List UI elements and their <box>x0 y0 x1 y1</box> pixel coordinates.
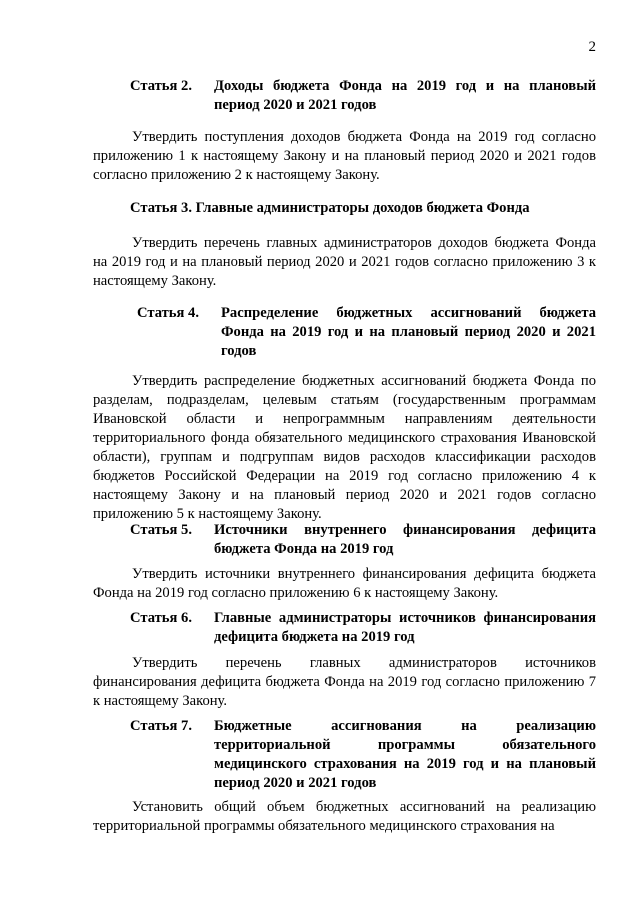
page-number: 2 <box>588 39 596 55</box>
article-2-title: Доходы бюджета Фонда на 2019 год и на плановый период 2020 и 2021 годов <box>214 78 596 113</box>
article-5-heading <box>130 521 596 559</box>
article-7-number: Статья 7. <box>130 718 192 734</box>
article-3-text: Утвердить перечень главных администраторов доходов бюджета Фонда на 2019 год и на плановый период 2020 и 2021 годов согласно приложению 3 к настоящему Закону. <box>93 235 596 289</box>
article-6-heading <box>130 609 596 647</box>
article-5-title: Источники внутреннего финансирования дефицита бюджета Фонда на 2019 год <box>214 522 596 557</box>
article-7-text: Установить общий объем бюджетных ассигнований на реализацию территориальной программы обязательного медицинского страхования на <box>93 799 596 834</box>
article-5-text: Утвердить источники внутреннего финансирования дефицита бюджета Фонда на 2019 год согласно приложению 6 к настоящему Закону. <box>93 566 596 601</box>
article-4-heading <box>137 304 596 361</box>
article-7-title: Бюджетные ассигнования на реализацию территориальной программы обязательного медицинского страхования на 2019 год и на плановый период 2020 и 2021 годов <box>214 718 596 791</box>
article-2-text: Утвердить поступления доходов бюджета Фонда на 2019 год согласно приложению 1 к настоящему Закону и на плановый период 2020 и 2021 годов согласно приложению 2 к настоящему Закону. <box>93 129 596 183</box>
article-3-title: Статья 3. Главные администраторы доходов бюджета Фонда <box>130 200 530 216</box>
article-6-title: Главные администраторы источников финансирования дефицита бюджета на 2019 год <box>214 610 596 645</box>
article-7-heading <box>130 717 596 793</box>
article-3-heading <box>130 199 596 218</box>
article-4-text: Утвердить распределение бюджетных ассигнований бюджета Фонда по разделам, подразделам, целевым статьям (государственным программам Ивановской области и непрограммным направлениям деятельности территориального фонда обязательного медицинского страхования Ивановской области), группам и подгруппам видов расходов классификации расходов бюджетов Российской Федерации на 2019 год согласно приложению 4 к настоящему Закону и на плановый период 2020 и 2021 годов согласно приложению 5 к настоящему Закону. <box>93 373 596 522</box>
article-6-text: Утвердить перечень главных администраторов источников финансирования дефицита бюджета Фонда на 2019 год согласно приложению 7 к настоящему Закону. <box>93 655 596 709</box>
article-2-heading <box>130 77 596 115</box>
article-4-number: Статья 4. <box>137 305 199 321</box>
article-2-number: Статья 2. <box>130 78 192 94</box>
article-6-number: Статья 6. <box>130 610 192 626</box>
article-5-number: Статья 5. <box>130 522 192 538</box>
article-4-title: Распределение бюджетных ассигнований бюджета Фонда на 2019 год и на плановый период 2020 и 2021 годов <box>221 305 596 359</box>
